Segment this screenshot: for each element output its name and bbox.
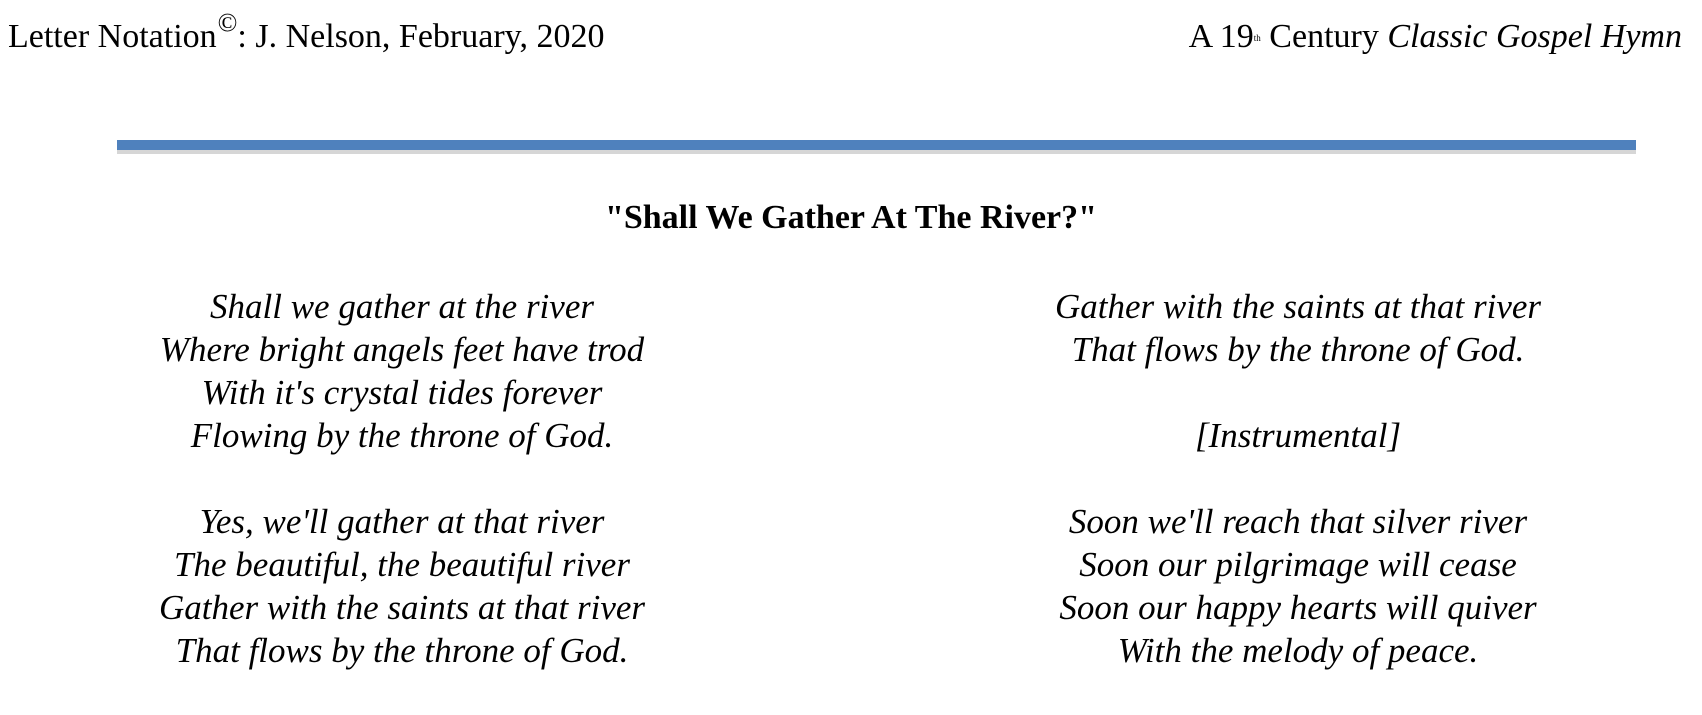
stanza: [102, 500, 702, 672]
genre-prefix: A 19: [1188, 18, 1254, 55]
copyright-symbol: ©: [217, 8, 238, 37]
header-attribution: [8, 8, 605, 56]
lyric-line: With it's crystal tides forever: [201, 373, 603, 412]
lyrics-column-right: [998, 285, 1598, 715]
lyrics-column-left: [102, 285, 702, 715]
stanza: [102, 285, 702, 457]
stanza-instrumental: [998, 414, 1598, 457]
header-divider: [117, 140, 1636, 150]
lyric-line: Gather with the saints at that river: [158, 588, 646, 627]
lyric-line: The beautiful, the beautiful river: [174, 545, 630, 584]
lyric-line: Soon our pilgrimage will cease: [1079, 545, 1517, 584]
header-divider-shadow: [117, 150, 1636, 154]
lyric-line: Gather with the saints at that river: [1054, 287, 1542, 326]
lyric-line: Soon we'll reach that silver river: [1068, 502, 1528, 541]
stanza: [998, 285, 1598, 371]
genre-century: Century: [1260, 18, 1388, 55]
song-title: "Shall We Gather At The River?": [604, 199, 1098, 236]
lyric-line: Flowing by the throne of God.: [190, 416, 614, 455]
instrumental-marker: [Instrumental]: [1194, 416, 1402, 455]
genre-label: Classic Gospel Hymn: [1387, 18, 1682, 55]
stanza: [998, 500, 1598, 672]
lyric-line: That flows by the throne of God.: [175, 631, 629, 670]
lyric-line: Yes, we'll gather at that river: [199, 502, 605, 541]
lyric-line: Soon our happy hearts will quiver: [1059, 588, 1537, 627]
lyric-line: Where bright angels feet have trod: [159, 330, 645, 369]
header-genre: [1189, 18, 1682, 56]
genre-ordinal-suffix: th: [1253, 33, 1261, 43]
attribution-label: Letter Notation: [8, 18, 217, 55]
lyric-line: That flows by the throne of God.: [1071, 330, 1525, 369]
lyric-line: With the melody of peace.: [1117, 631, 1479, 670]
attribution-author-date: : J. Nelson, February, 2020: [237, 18, 605, 55]
lyric-line: Shall we gather at the river: [210, 287, 594, 326]
